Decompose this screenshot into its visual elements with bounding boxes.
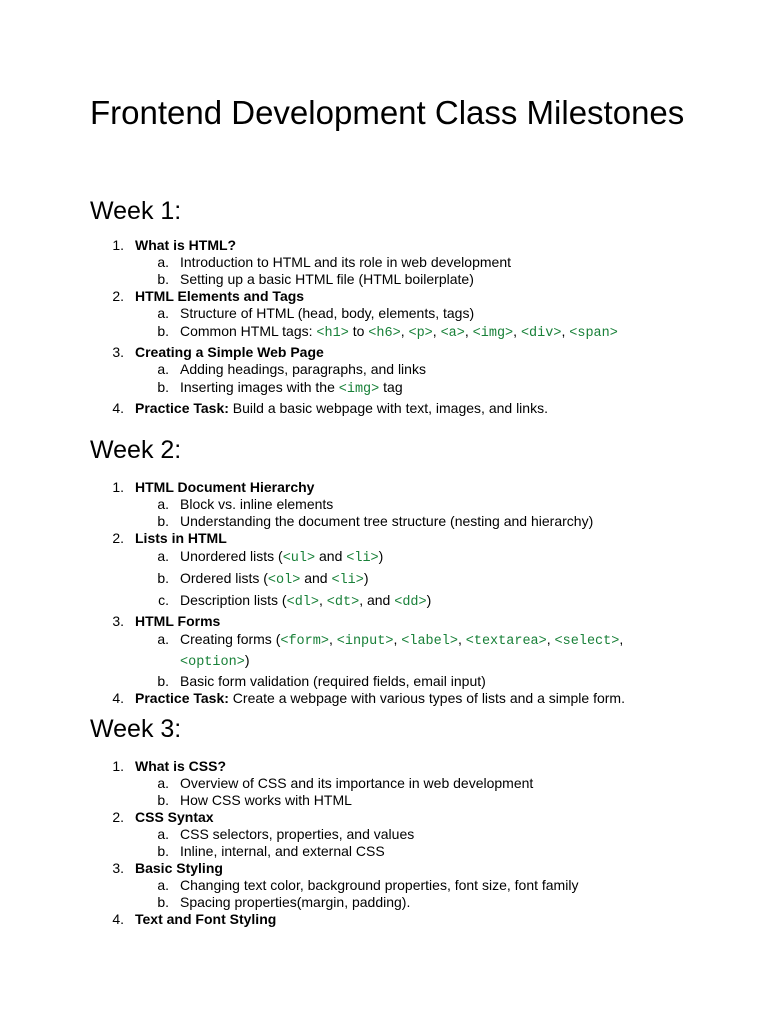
- item-number: 2.: [112, 530, 124, 546]
- item-text: Create a webpage with various types of lists and a simple form.: [228, 690, 625, 706]
- code-tag: <dd>: [394, 595, 427, 610]
- item-number: 1.: [112, 237, 124, 253]
- code-tag: <li>: [346, 551, 379, 566]
- sub-item-text: ,: [513, 323, 521, 339]
- sub-item-text: ): [363, 570, 369, 586]
- sub-item-letter: b.: [157, 843, 169, 859]
- item-number: 3.: [112, 613, 124, 629]
- sub-list-item: [0, 826, 768, 842]
- list-item: [0, 690, 768, 706]
- item-number: 4.: [112, 911, 124, 927]
- code-tag: <li>: [331, 573, 364, 588]
- code-tag: <img>: [472, 326, 514, 341]
- sub-item-letter: a.: [157, 548, 169, 564]
- sub-item-letter: b.: [157, 894, 169, 910]
- sub-list-item: [0, 322, 768, 343]
- sub-list-item: [0, 843, 768, 859]
- sub-item-text: ,: [432, 323, 441, 339]
- item-text: Build a basic webpage with text, images, and links.: [228, 400, 548, 416]
- sub-item-letter: b.: [157, 379, 169, 395]
- code-tag: <h6>: [368, 326, 401, 341]
- list-item: [0, 809, 768, 825]
- item-title: Practice Task:: [135, 690, 229, 706]
- sub-item-text: Basic form validation (required fields, email input): [180, 673, 486, 689]
- code-tag: <ul>: [282, 551, 316, 566]
- item-number: 3.: [112, 860, 124, 876]
- sub-item-text: ,: [619, 631, 624, 647]
- code-tag: <img>: [338, 382, 380, 397]
- list-item: [0, 530, 768, 546]
- sub-item-letter: a.: [157, 254, 169, 270]
- item-title: What is CSS?: [135, 758, 227, 774]
- item-number: 1.: [112, 479, 124, 495]
- list-item: [0, 344, 768, 360]
- sub-item-letter: a.: [157, 305, 169, 321]
- page-title: Frontend Development Class Milestones: [90, 94, 685, 131]
- sub-item-text: ,: [319, 592, 327, 608]
- week-heading: Week 1:: [90, 197, 182, 225]
- week-section: [0, 435, 768, 707]
- sub-list-item: [0, 792, 768, 808]
- sub-list-item: [0, 254, 768, 270]
- sub-item-text: CSS selectors, properties, and values: [180, 826, 415, 842]
- sub-item-letter: a.: [157, 826, 169, 842]
- code-tag: <option>: [180, 655, 245, 670]
- sub-item-letter: a.: [157, 877, 169, 893]
- sub-item-text: ,: [546, 631, 555, 647]
- sub-item-text: ): [426, 592, 432, 608]
- item-title: CSS Syntax: [135, 809, 214, 825]
- sub-list-item: [0, 271, 768, 287]
- week-heading: Week 2:: [90, 436, 182, 464]
- list-item: [0, 479, 768, 495]
- week-list: [0, 479, 768, 706]
- sub-list-item: [0, 630, 640, 672]
- item-number: 4.: [112, 400, 124, 416]
- item-number: 2.: [112, 809, 124, 825]
- item-number: 4.: [112, 690, 124, 706]
- code-tag: <input>: [336, 634, 394, 649]
- sub-item-text: ,: [464, 323, 473, 339]
- code-tag: <span>: [569, 326, 618, 341]
- sub-list-item: [0, 673, 768, 689]
- sub-item-text: ,: [393, 631, 402, 647]
- list-item: [0, 860, 768, 876]
- week-list: [0, 237, 768, 416]
- code-tag: <form>: [280, 634, 329, 649]
- list-item: [0, 288, 768, 304]
- sub-item-letter: a.: [157, 361, 169, 377]
- week-heading: Week 3:: [90, 715, 182, 743]
- code-tag: <textarea>: [465, 634, 547, 649]
- sub-item-text: Setting up a basic HTML file (HTML boilerplate): [180, 271, 474, 287]
- sub-item-text: ): [244, 652, 250, 668]
- week-list: [0, 758, 768, 927]
- sub-item-letter: b.: [157, 792, 169, 808]
- sub-item-letter: a.: [157, 775, 169, 791]
- sub-item-letter: b.: [157, 271, 169, 287]
- code-tag: <p>: [408, 326, 433, 341]
- sub-item-text: Adding headings, paragraphs, and links: [180, 361, 426, 377]
- sub-item-text: Structure of HTML (head, body, elements, tags): [180, 305, 475, 321]
- code-tag: <dt>: [326, 595, 360, 610]
- sub-item-text: ): [378, 548, 384, 564]
- sub-list-item: [0, 775, 768, 791]
- sub-list-item: [0, 513, 768, 529]
- sub-item-text: Block vs. inline elements: [180, 496, 334, 512]
- item-title: Text and Font Styling: [135, 911, 277, 927]
- list-item: [0, 758, 768, 774]
- sub-item-text: Understanding the document tree structure (nesting and hierarchy): [180, 513, 594, 529]
- sub-item-text: ,: [328, 631, 337, 647]
- sub-item-text: Creating forms (: [180, 631, 281, 647]
- sub-item-text: Spacing properties(margin, padding).: [180, 894, 411, 910]
- sub-item-text: Ordered lists (: [180, 570, 268, 586]
- list-item: [0, 237, 768, 253]
- item-number: 3.: [112, 344, 124, 360]
- week-section: [0, 196, 768, 417]
- sub-item-text: Description lists (: [180, 592, 287, 608]
- sub-list-item: [0, 877, 768, 893]
- sub-item-text: How CSS works with HTML: [180, 792, 352, 808]
- sub-item-text: ,: [400, 323, 409, 339]
- sub-item-text: Inline, internal, and external CSS: [180, 843, 385, 859]
- list-item: [0, 613, 768, 629]
- code-tag: <a>: [440, 326, 465, 341]
- sub-item-text: Introduction to HTML and its role in web development: [180, 254, 511, 270]
- sub-item-letter: b.: [157, 323, 169, 339]
- sub-list-item: [0, 496, 768, 512]
- sub-item-letter: a.: [157, 631, 169, 647]
- sub-item-text: Inserting images with the: [180, 379, 339, 395]
- sub-item-letter: b.: [157, 513, 169, 529]
- sub-item-text: and: [315, 548, 347, 564]
- code-tag: <label>: [401, 634, 458, 649]
- sub-item-text: Common HTML tags:: [180, 323, 317, 339]
- item-title: Creating a Simple Web Page: [135, 344, 324, 360]
- sub-item-text: and: [300, 570, 332, 586]
- code-tag: <div>: [520, 326, 562, 341]
- sub-item-letter: b.: [157, 673, 169, 689]
- week-section: [0, 714, 768, 928]
- sub-item-text: ,: [561, 323, 570, 339]
- sub-item-letter: a.: [157, 496, 169, 512]
- list-item: [0, 911, 768, 927]
- sub-list-item: [0, 305, 768, 321]
- item-title: HTML Forms: [135, 613, 221, 629]
- item-title: What is HTML?: [135, 237, 237, 253]
- sub-list-item: [0, 361, 768, 377]
- code-tag: <h1>: [316, 326, 349, 341]
- code-tag: <select>: [554, 634, 620, 649]
- item-number: 2.: [112, 288, 124, 304]
- sub-item-text: to: [348, 323, 369, 339]
- code-tag: <dl>: [286, 595, 319, 610]
- sub-item-text: Changing text color, background properties, font size, font family: [180, 877, 579, 893]
- sub-item-letter: b.: [157, 570, 169, 586]
- sub-item-text: , and: [359, 592, 395, 608]
- list-item: [0, 400, 768, 416]
- sub-item-text: ,: [457, 631, 466, 647]
- item-number: 1.: [112, 758, 124, 774]
- item-title: HTML Document Hierarchy: [135, 479, 315, 495]
- sub-list-item: [0, 894, 768, 910]
- code-tag: <ol>: [267, 573, 301, 588]
- sub-list-item: [0, 547, 768, 568]
- item-title: Lists in HTML: [135, 530, 227, 546]
- sub-item-text: tag: [379, 379, 403, 395]
- item-title: Practice Task:: [135, 400, 229, 416]
- item-title: Basic Styling: [135, 860, 223, 876]
- sub-list-item: [0, 378, 768, 399]
- sub-item-letter: c.: [158, 592, 169, 608]
- item-title: HTML Elements and Tags: [135, 288, 305, 304]
- sub-list-item: [0, 569, 768, 590]
- sub-item-text: Unordered lists (: [180, 548, 283, 564]
- sub-item-text: Overview of CSS and its importance in web development: [180, 775, 534, 791]
- sub-list-item: [0, 591, 768, 612]
